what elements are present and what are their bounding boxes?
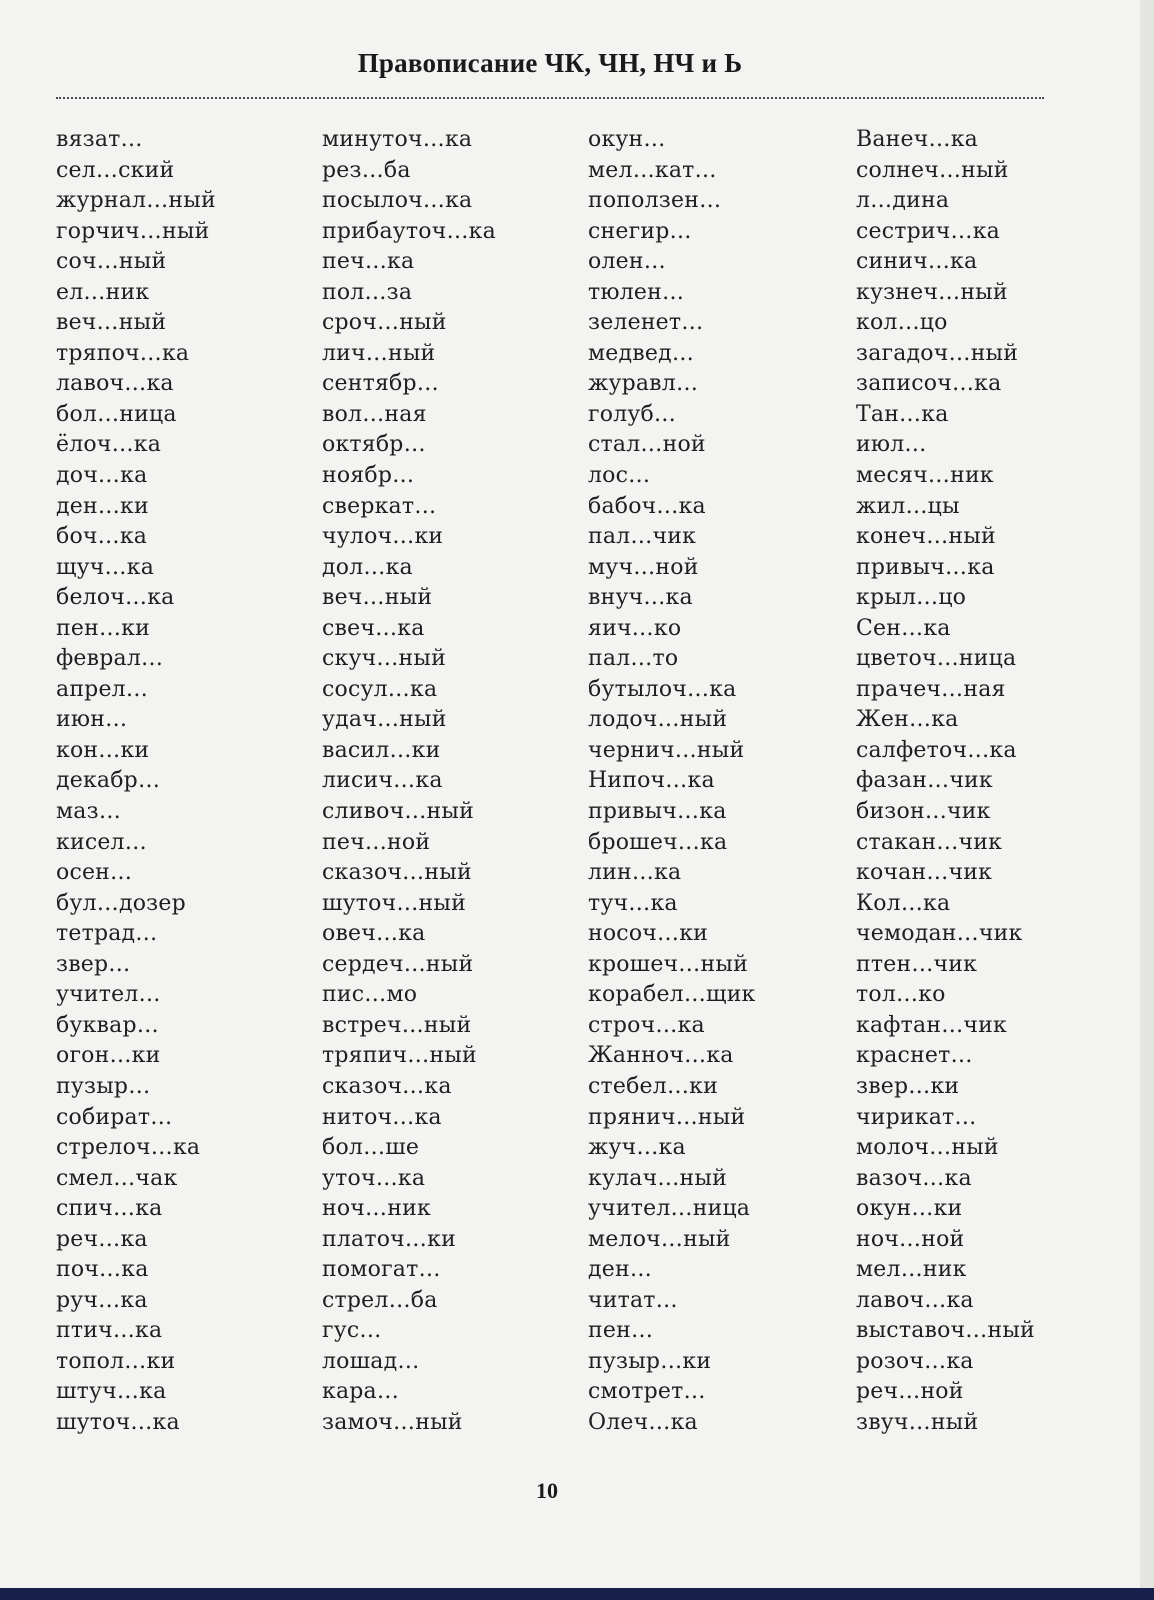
- word-item: удач…ный: [322, 707, 447, 733]
- word-item: сосул…ка: [322, 676, 438, 702]
- word-item: чирикат…: [856, 1104, 977, 1130]
- word-item: сверкат…: [322, 493, 437, 519]
- word-item: минуточ…ка: [322, 127, 473, 152]
- word-item: сердеч…ный: [322, 951, 474, 977]
- word-item: веч…ный: [322, 585, 433, 611]
- word-item: пузыр…ки: [588, 1348, 712, 1374]
- word-item: лич…ный: [322, 340, 436, 366]
- word-item: лос…: [588, 463, 651, 489]
- word-item: прянич…ный: [588, 1104, 746, 1130]
- word-item: спич…ка: [56, 1196, 163, 1222]
- word-item: учител…ница: [588, 1196, 751, 1222]
- word-item: кулач…ный: [588, 1165, 727, 1191]
- word-item: читат…: [588, 1287, 678, 1313]
- word-item: салфеточ…ка: [856, 737, 1017, 763]
- word-item: кочан…чик: [856, 860, 993, 886]
- word-item: загадоч…ный: [856, 340, 1019, 366]
- word-item: октябр…: [322, 432, 426, 458]
- word-item: бол…ница: [56, 401, 177, 427]
- word-item: прачеч…ная: [856, 676, 1006, 702]
- word-item: сливоч…ный: [322, 799, 474, 825]
- word-item: доч…ка: [56, 463, 148, 489]
- word-column-3: [588, 125, 756, 1439]
- word-item: чулоч…ки: [322, 524, 444, 550]
- word-item: фазан…чик: [856, 768, 993, 794]
- word-item: Кол…ка: [856, 890, 951, 916]
- word-item: пал…чик: [588, 524, 697, 550]
- word-item: Нипоч…ка: [588, 768, 715, 794]
- word-item: корабел…щик: [588, 982, 756, 1008]
- word-item: пол…за: [322, 279, 413, 305]
- word-item: встреч…ный: [322, 1012, 472, 1038]
- word-item: Тан…ка: [856, 401, 949, 427]
- word-item: июн…: [56, 707, 128, 733]
- word-item: брошеч…ка: [588, 829, 728, 855]
- word-item: веч…ный: [56, 310, 167, 336]
- word-item: сроч…ный: [322, 310, 447, 336]
- page-number: 10: [536, 1478, 558, 1503]
- word-item: молоч…ный: [856, 1135, 999, 1161]
- word-item: стакан…чик: [856, 829, 1003, 855]
- word-item: ноч…ной: [856, 1226, 965, 1252]
- word-item: журнал…ный: [56, 188, 216, 214]
- word-item: Жанноч…ка: [588, 1043, 734, 1069]
- word-item: стрел…ба: [322, 1287, 438, 1313]
- word-item: ниточ…ка: [322, 1104, 442, 1130]
- word-item: ел…ник: [56, 279, 150, 305]
- word-item: солнеч…ный: [856, 157, 1009, 183]
- word-item: птич…ка: [56, 1318, 163, 1344]
- word-item: олен…: [588, 249, 666, 275]
- word-item: сел…ский: [56, 157, 175, 183]
- word-item: замоч…ный: [322, 1409, 463, 1435]
- word-item: муч…ной: [588, 554, 699, 580]
- word-item: огон…ки: [56, 1043, 161, 1069]
- word-item: щуч…ка: [56, 554, 155, 580]
- word-item: Ванеч…ка: [856, 127, 978, 152]
- word-item: уточ…ка: [322, 1165, 426, 1191]
- word-item: бул…дозер: [56, 890, 186, 916]
- word-item: вол…ная: [322, 401, 427, 427]
- word-item: тюлен…: [588, 279, 685, 305]
- word-item: кафтан…чик: [856, 1012, 1007, 1038]
- word-item: пузыр…: [56, 1073, 151, 1099]
- word-item: боч…ка: [56, 524, 148, 550]
- word-item: шуточ…ка: [56, 1409, 180, 1435]
- dotted-divider: [56, 97, 1044, 99]
- word-item: пис…мо: [322, 982, 418, 1008]
- word-item: пен…: [588, 1318, 654, 1344]
- word-item: поч…ка: [56, 1257, 149, 1283]
- word-item: яич…ко: [588, 615, 682, 641]
- word-item: кон…ки: [56, 737, 150, 763]
- word-item: чернич…ный: [588, 737, 745, 763]
- word-item: внуч…ка: [588, 585, 693, 611]
- word-item: апрел…: [56, 676, 149, 702]
- word-item: смел…чак: [56, 1165, 178, 1191]
- word-item: кузнеч…ный: [856, 279, 1008, 305]
- word-item: стрелоч…ка: [56, 1135, 201, 1161]
- word-item: сказоч…ный: [322, 860, 472, 886]
- word-item: осен…: [56, 860, 133, 886]
- word-item: медвед…: [588, 340, 695, 366]
- word-item: стебел…ки: [588, 1073, 718, 1099]
- word-item: дол…ка: [322, 554, 413, 580]
- word-item: Жен…ка: [856, 707, 959, 733]
- word-item: краснет…: [856, 1043, 973, 1069]
- word-item: бутылоч…ка: [588, 676, 737, 702]
- word-item: птен…чик: [856, 951, 978, 977]
- word-item: июл…: [856, 432, 927, 458]
- word-item: окун…ки: [856, 1196, 963, 1222]
- word-item: маз…: [56, 799, 122, 825]
- word-item: мел…кат…: [588, 157, 717, 183]
- word-item: реч…ной: [856, 1379, 964, 1405]
- word-column-4: [856, 125, 1035, 1439]
- word-item: вазоч…ка: [856, 1165, 972, 1191]
- word-item: мелоч…ный: [588, 1226, 731, 1252]
- word-item: крошеч…ный: [588, 951, 748, 977]
- word-item: звер…ки: [856, 1073, 960, 1099]
- word-item: зеленет…: [588, 310, 704, 336]
- word-item: скуч…ный: [322, 646, 446, 672]
- word-item: топол…ки: [56, 1348, 176, 1374]
- word-item: розоч…ка: [856, 1348, 974, 1374]
- word-item: свеч…ка: [322, 615, 425, 641]
- word-item: вязат…: [56, 127, 143, 152]
- word-item: шуточ…ный: [322, 890, 466, 916]
- word-item: окун…: [588, 127, 666, 152]
- word-column-1: [56, 125, 216, 1439]
- word-item: феврал…: [56, 646, 164, 672]
- word-item: васил…ки: [322, 737, 441, 763]
- word-item: помогат…: [322, 1257, 441, 1283]
- word-item: прибауточ…ка: [322, 218, 496, 244]
- word-item: декабр…: [56, 768, 161, 794]
- word-item: кара…: [322, 1379, 400, 1405]
- word-item: платоч…ки: [322, 1226, 456, 1252]
- word-item: ден…ки: [56, 493, 149, 519]
- word-item: Олеч…ка: [588, 1409, 698, 1435]
- word-item: тетрад…: [56, 921, 158, 947]
- word-item: Сен…ка: [856, 615, 951, 641]
- word-item: мел…ник: [856, 1257, 967, 1283]
- word-item: звуч…ный: [856, 1409, 979, 1435]
- word-item: ёлоч…ка: [56, 432, 162, 458]
- word-item: буквар…: [56, 1012, 159, 1038]
- word-item: гус…: [322, 1318, 382, 1344]
- word-item: звер…: [56, 951, 131, 977]
- word-item: смотрет…: [588, 1379, 706, 1405]
- word-item: бол…ше: [322, 1135, 420, 1161]
- word-item: тряпич…ный: [322, 1043, 477, 1069]
- word-item: голуб…: [588, 401, 677, 427]
- word-item: горчич…ный: [56, 218, 210, 244]
- word-item: посылоч…ка: [322, 188, 473, 214]
- word-item: ноч…ник: [322, 1196, 431, 1222]
- word-item: записоч…ка: [856, 371, 1002, 397]
- word-item: бабоч…ка: [588, 493, 706, 519]
- word-item: выставоч…ный: [856, 1318, 1035, 1344]
- word-column-2: [322, 125, 496, 1439]
- word-item: штуч…ка: [56, 1379, 167, 1405]
- word-item: собират…: [56, 1104, 173, 1130]
- word-item: лошад…: [322, 1348, 420, 1374]
- word-item: конеч…ный: [856, 524, 996, 550]
- word-item: жил…цы: [856, 493, 960, 519]
- word-item: привыч…ка: [856, 554, 995, 580]
- word-item: стал…ной: [588, 432, 706, 458]
- word-item: печ…ной: [322, 829, 431, 855]
- word-item: лисич…ка: [322, 768, 443, 794]
- word-item: тряпоч…ка: [56, 340, 190, 366]
- word-item: журавл…: [588, 371, 699, 397]
- word-item: строч…ка: [588, 1012, 705, 1038]
- word-item: чемодан…чик: [856, 921, 1023, 947]
- word-item: кол…цо: [856, 310, 948, 336]
- word-item: л…дина: [856, 188, 950, 214]
- word-item: кисел…: [56, 829, 147, 855]
- word-item: носоч…ки: [588, 921, 709, 947]
- word-item: печ…ка: [322, 249, 415, 275]
- word-item: учител…: [56, 982, 161, 1008]
- word-item: белоч…ка: [56, 585, 175, 611]
- word-item: бизон…чик: [856, 799, 991, 825]
- word-item: привыч…ка: [588, 799, 727, 825]
- word-item: сказоч…ка: [322, 1073, 452, 1099]
- word-item: поползен…: [588, 188, 722, 214]
- word-item: туч…ка: [588, 890, 678, 916]
- word-item: овеч…ка: [322, 921, 426, 947]
- word-item: лавоч…ка: [856, 1287, 974, 1313]
- word-item: рез…ба: [322, 157, 411, 183]
- word-item: тол…ко: [856, 982, 946, 1008]
- word-item: пал…то: [588, 646, 679, 672]
- word-item: лодоч…ный: [588, 707, 728, 733]
- word-item: синич…ка: [856, 249, 978, 275]
- word-item: пен…ки: [56, 615, 150, 641]
- word-item: лин…ка: [588, 860, 682, 886]
- word-item: жуч…ка: [588, 1135, 686, 1161]
- word-item: крыл…цо: [856, 585, 967, 611]
- scan-bottom-edge: [0, 1588, 1154, 1600]
- word-item: цветоч…ница: [856, 646, 1017, 672]
- word-item: месяч…ник: [856, 463, 994, 489]
- word-item: лавоч…ка: [56, 371, 174, 397]
- word-item: соч…ный: [56, 249, 167, 275]
- word-item: ноябр…: [322, 463, 415, 489]
- page-title: Правописание ЧК, ЧН, НЧ и Ь: [357, 48, 743, 78]
- word-item: снегир…: [588, 218, 692, 244]
- word-item: руч…ка: [56, 1287, 148, 1313]
- word-item: реч…ка: [56, 1226, 148, 1252]
- word-item: сентябр…: [322, 371, 439, 397]
- word-item: сестрич…ка: [856, 218, 1000, 244]
- word-item: ден…: [588, 1257, 653, 1283]
- page-edge: [1140, 0, 1154, 1600]
